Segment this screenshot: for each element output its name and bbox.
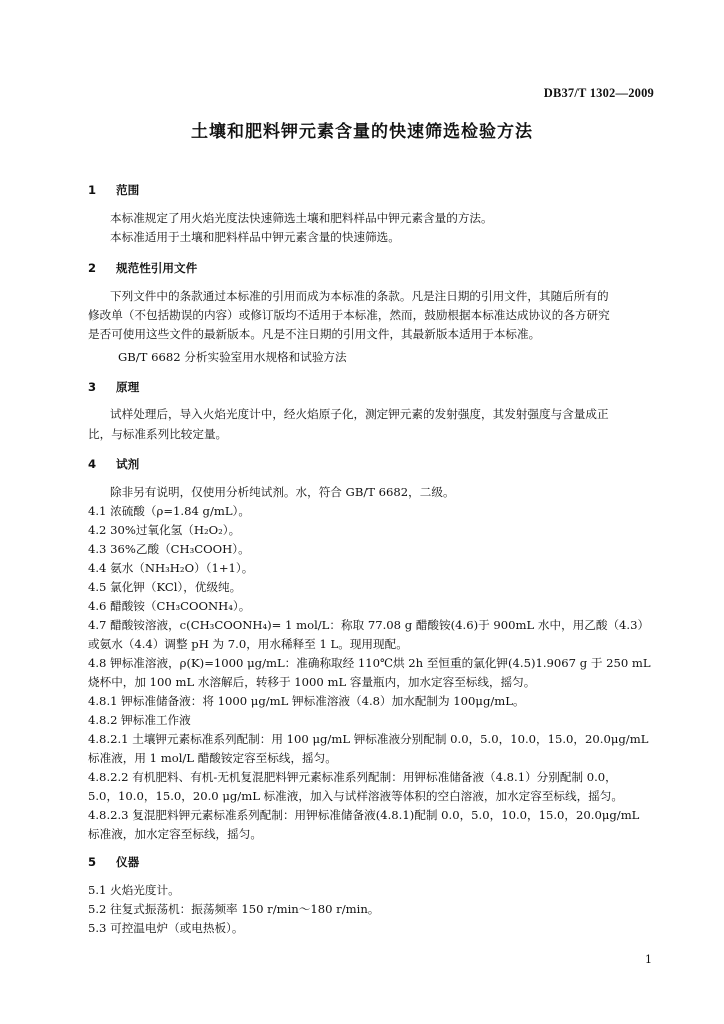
- paragraph-line: 是否可使用这些文件的最新版本。凡是不注日期的引用文件，其最新版本适用于本标准。: [88, 327, 541, 341]
- clause-line: 4.8.2.1 土壤钾元素标准系列配制：用 100 μg/mL 钾标准液分别配制 0.0，5.0，10.0，15.0，20.0μg/mL: [88, 732, 649, 746]
- page-number: 1: [645, 953, 652, 966]
- clause-line: 4.8 钾标准溶液，ρ(K)=1000 μg/mL：准确称取经 110℃烘 2h 至恒重的氯化钾(4.5)1.9067 g 于 250 mL: [88, 656, 651, 670]
- section-title: 规范性引用文件: [116, 261, 198, 275]
- clause-line: 5.3 可控温电炉（或电热板）。: [88, 921, 244, 935]
- clause-line: 烧杯中，加 100 mL 水溶解后，转移于 1000 mL 容量瓶内，加水定容至标线，摇匀。: [88, 675, 536, 689]
- clause-line: 或氨水（4.4）调整 pH 为 7.0，用水稀释至 1 L。现用现配。: [88, 637, 408, 651]
- paragraph-line: 本标准规定了用火焰光度法快速筛选土壤和肥料样品中钾元素含量的方法。: [110, 211, 493, 225]
- clause-line: 4.4 氨水（NH₃H₂O）（1+1）。: [88, 561, 254, 575]
- section-5-heading: [88, 855, 658, 870]
- section-1-heading: [88, 183, 658, 198]
- clause-line: 4.8.1 钾标准储备液：将 1000 μg/mL 钾标准溶液（4.8）加水配制为 100μg/mL。: [88, 694, 525, 708]
- section-title: 仪器: [116, 855, 140, 869]
- clause-line: 标准液，用 1 mol/L 醋酸铵定容至标线，摇匀。: [88, 751, 337, 765]
- section-number: 5: [88, 855, 97, 869]
- section-number: 3: [88, 380, 97, 394]
- clause-line: 4.5 氯化钾（KCl），优级纯。: [88, 580, 242, 594]
- clause-line: 4.8.2.2 有机肥料、有机-无机复混肥料钾元素标准系列配制：用钾标准储备液（4.8.1）分别配制 0.0，: [88, 770, 617, 784]
- clause-line: 4.7 醋酸铵溶液，c(CH₃COONH₄)= 1 mol/L：称取 77.08 g 醋酸铵(4.6)于 900mL 水中，用乙酸（4.3）: [88, 618, 650, 632]
- clause-line: 5.1 火焰光度计。: [88, 883, 180, 897]
- section-title: 范围: [116, 183, 140, 197]
- clause-line: 4.2 30%过氧化氢（H₂O₂）。: [88, 523, 241, 537]
- clause-line: 4.6 醋酸铵（CH₃COONH₄）。: [88, 599, 251, 613]
- standard-code: DB37/T 1302—2009: [543, 86, 654, 100]
- section-3-heading: [88, 380, 658, 395]
- section-title: 试剂: [116, 457, 140, 471]
- clause-line: 4.1 浓硫酸（ρ=1.84 g/mL）。: [88, 504, 250, 518]
- section-number: 2: [88, 261, 97, 275]
- document-title: 土壤和肥料钾元素含量的快速筛选检验方法: [191, 122, 533, 142]
- clause-line: 5.0，10.0，15.0，20.0 μg/mL 标准液，加入与试样溶液等体积的空白溶液，加水定容至标线，摇匀。: [88, 789, 623, 803]
- section-2-heading: [88, 261, 658, 276]
- section-4-heading: [88, 457, 658, 472]
- clause-line: 5.2 往复式振荡机：振荡频率 150 r/min～180 r/min。: [88, 902, 380, 916]
- paragraph-line: 试样处理后，导入火焰光度计中，经火焰原子化，测定钾元素的发射强度，其发射强度与含量成正: [110, 407, 609, 421]
- paragraph-line: 比，与标准系列比较定量。: [88, 427, 228, 441]
- clause-line: 4.3 36%乙酸（CH₃COOH）。: [88, 542, 250, 556]
- normative-reference: GB/T 6682 分析实验室用水规格和试验方法: [118, 350, 347, 364]
- clause-line: 4.8.2 钾标准工作液: [88, 713, 191, 727]
- section-number: 1: [88, 183, 97, 197]
- paragraph-line: 除非另有说明，仅使用分析纯试剂。水，符合 GB/T 6682，二级。: [110, 485, 455, 499]
- section-title: 原理: [116, 380, 140, 394]
- paragraph-line: 下列文件中的条款通过本标准的引用而成为本标准的条款。凡是注日期的引用文件，其随后所有的: [110, 289, 609, 303]
- paragraph-line: 修改单（不包括勘误的内容）或修订版均不适用于本标准，然而，鼓励根据本标准达成协议的各方研究: [88, 308, 610, 322]
- section-number: 4: [88, 457, 97, 471]
- clause-line: 4.8.2.3 复混肥料钾元素标准系列配制：用钾标准储备液(4.8.1)配制 0.0，5.0，10.0，15.0，20.0μg/mL: [88, 808, 640, 822]
- paragraph-line: 本标准适用于土壤和肥料样品中钾元素含量的快速筛选。: [110, 230, 400, 244]
- clause-line: 标准液，加水定容至标线，摇匀。: [88, 827, 262, 841]
